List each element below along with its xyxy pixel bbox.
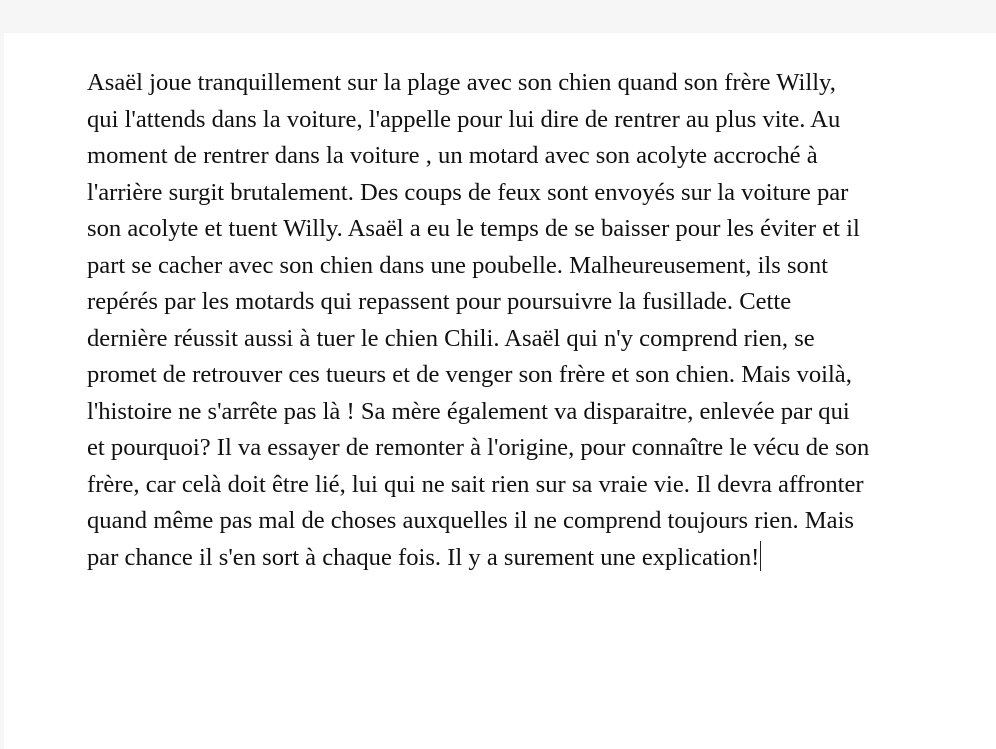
text-line: dernière réussit aussi à tuer le chien Chili. Asaël qui n'y comprend rien, se: [87, 324, 815, 352]
text-line: promet de retrouver ces tueurs et de venger son frère et son chien. Mais voilà,: [87, 361, 852, 388]
text-line: et pourquoi? Il va essayer de remonter à l'origine, pour connaître le vécu de son: [87, 434, 870, 461]
text-line: son acolyte et tuent Willy. Asaël a eu le temps de se baisser pour les éviter et il: [87, 215, 860, 242]
text-cursor: [760, 541, 761, 571]
text-editor[interactable]: [87, 65, 967, 576]
text-line: qui l'attends dans la voiture, l'appelle pour lui dire de rentrer au plus vite. Au: [87, 105, 841, 133]
text-line: l'arrière surgit brutalement. Des coups de feux sont envoyés sur la voiture par: [87, 178, 849, 206]
text-line: frère, car celà doit être lié, lui qui ne sait rien sur sa vraie vie. Il devra affronter: [87, 470, 864, 498]
text-line: quand même pas mal de choses auxquelles il ne comprend toujours rien. Mais: [87, 507, 854, 534]
text-line-last: [87, 540, 967, 577]
text-line: moment de rentrer dans la voiture , un motard avec son acolyte accroché à: [87, 142, 818, 169]
text-line: repérés par les motards qui repassent pour poursuivre la fusillade. Cette: [87, 288, 792, 315]
document-page: [4, 33, 996, 749]
text-line: par chance il s'en sort à chaque fois. Il y a surement une explication!: [87, 543, 760, 571]
paragraph[interactable]: [87, 65, 967, 576]
text-line: part se cacher avec son chien dans une poubelle. Malheureusement, ils sont: [87, 251, 828, 279]
text-line: Asaël joue tranquillement sur la plage avec son chien quand son frère Willy,: [87, 69, 836, 96]
text-line: l'histoire ne s'arrête pas là ! Sa mère également va disparaitre, enlevée par qui: [87, 397, 850, 425]
